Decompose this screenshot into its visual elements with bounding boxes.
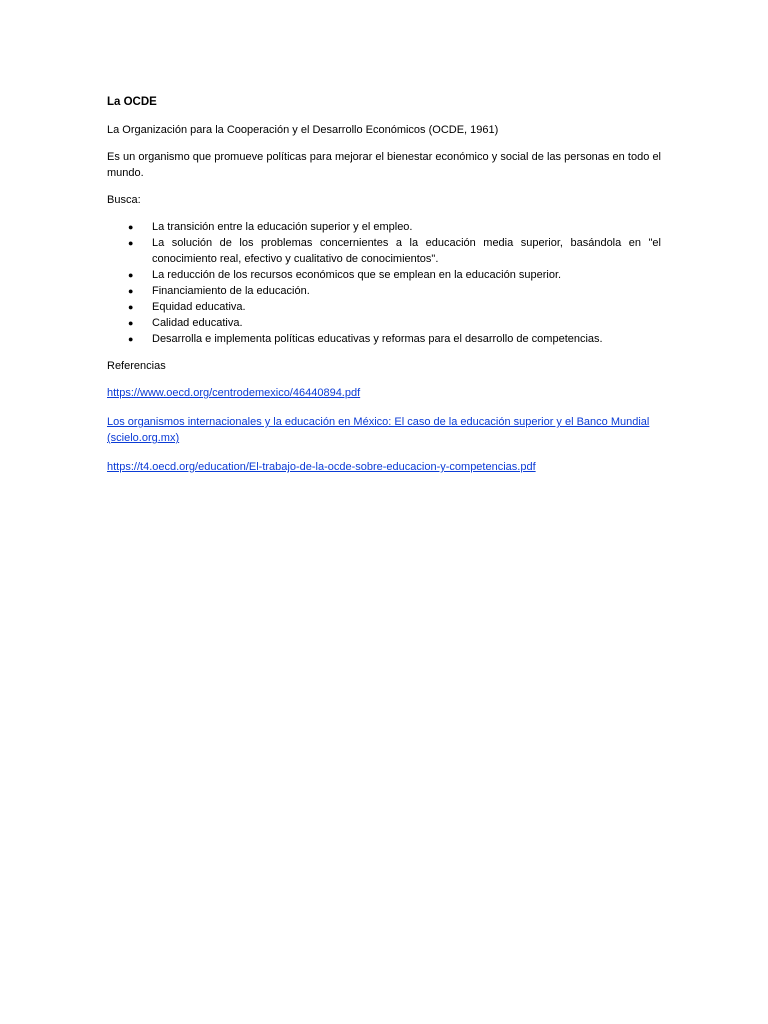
bullet-icon: ●: [128, 302, 134, 312]
list-item: [107, 315, 661, 331]
list-item-text: Equidad educativa.: [152, 301, 246, 313]
bullet-icon: ●: [128, 318, 134, 328]
list-item-text: La reducción de los recursos económicos que se emplean en la educación superior.: [152, 269, 562, 281]
list-item: [107, 331, 661, 347]
references-heading: Referencias: [107, 360, 166, 372]
reference-item: [107, 459, 661, 475]
bullet-icon: ●: [128, 334, 134, 344]
list-item-text: Desarrolla e implementa políticas educativas y reformas para el desarrollo de competencias.: [152, 333, 603, 345]
list-item: [107, 219, 661, 235]
list-item: [107, 267, 661, 283]
busca-label: Busca:: [107, 194, 141, 206]
objectives-list: [107, 219, 661, 347]
document-content: [107, 94, 661, 488]
bullet-icon: ●: [128, 286, 134, 296]
list-item-text: Financiamiento de la educación.: [152, 285, 310, 297]
reference-link-oecd-mexico[interactable]: https://www.oecd.org/centrodemexico/46440894.pdf: [107, 387, 361, 399]
reference-link-oecd-competencias[interactable]: https://t4.oecd.org/education/El-trabajo-de-la-ocde-sobre-educacion-y-competencias.pdf: [107, 461, 536, 473]
organization-description: Es un organismo que promueve políticas para mejorar el bienestar económico y social de las personas en todo el mundo.: [107, 151, 661, 179]
list-item: [107, 299, 661, 315]
organization-name: La Organización para la Cooperación y el Desarrollo Económicos (OCDE, 1961): [107, 124, 499, 136]
reference-item: [107, 414, 661, 446]
list-item-text: Calidad educativa.: [152, 317, 243, 329]
reference-item: [107, 385, 661, 401]
bullet-icon: ●: [128, 270, 134, 280]
list-item-text: La solución de los problemas concernientes a la educación media superior, basándola en "el conocimiento real, efectivo y cualitativo de conocimientos".: [152, 237, 661, 265]
list-item: [107, 235, 661, 267]
bullet-icon: ●: [128, 238, 134, 248]
reference-link-scielo[interactable]: Los organismos internacionales y la educación en México: El caso de la educación superior y el Banco Mundial (scielo.org.mx): [107, 416, 650, 444]
document-title: La OCDE: [107, 96, 157, 108]
list-item-text: La transición entre la educación superior y el empleo.: [152, 221, 413, 233]
bullet-icon: ●: [128, 222, 134, 232]
list-item: [107, 283, 661, 299]
